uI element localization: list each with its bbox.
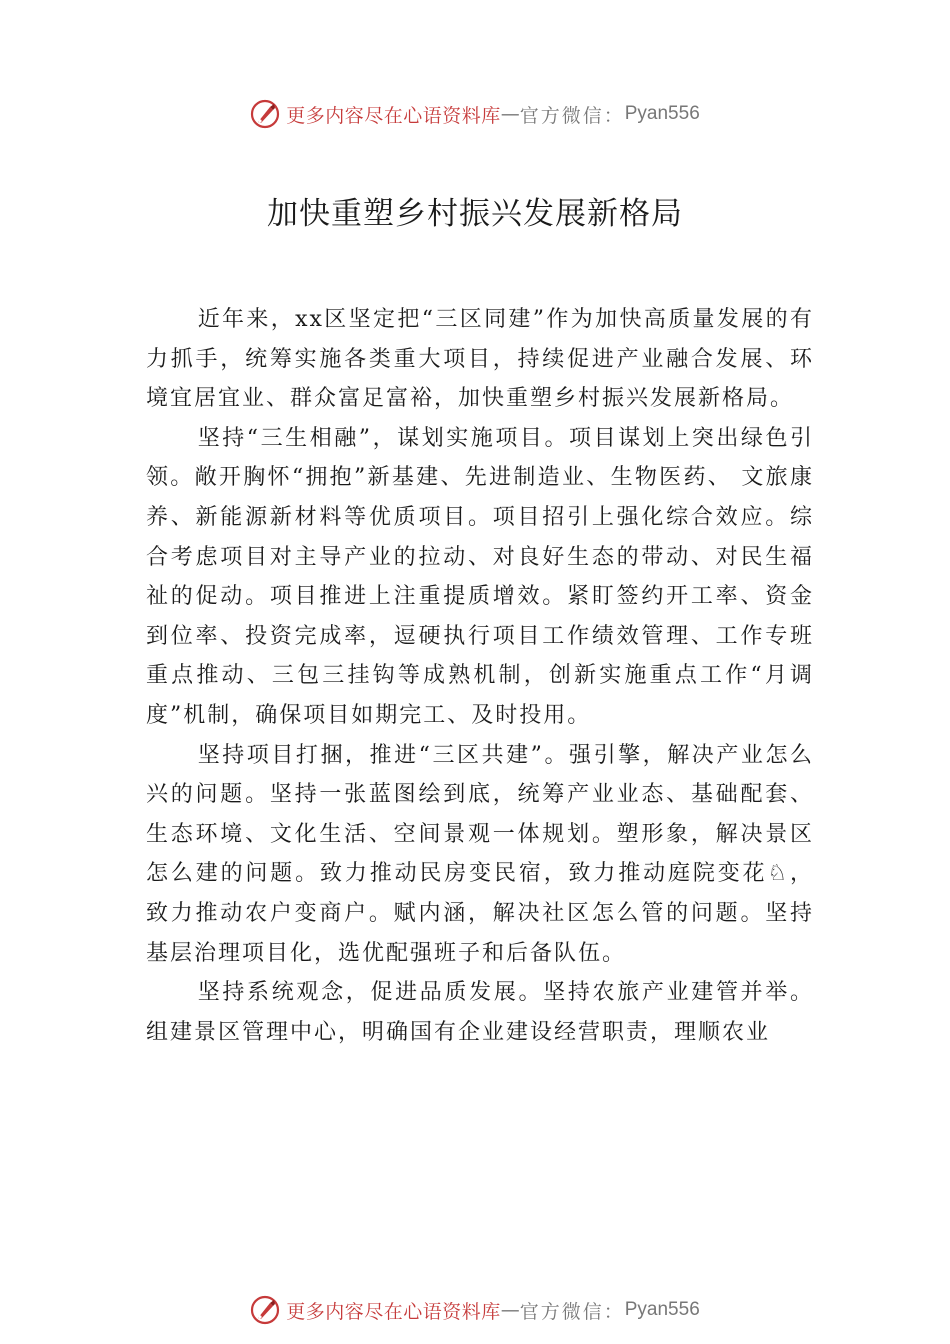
banner-separator: — (500, 1299, 520, 1321)
paragraph-systems-thinking: 坚持系统观念，促进品质发展。坚持农旅产业建管并举。组建景区管理中心，明确国有企业建设经营职责，理顺农业 (146, 980, 814, 1045)
paragraph-three-integration: 坚持“三生相融”，谋划实施项目。项目谋划上突出绿色引领。敞开胸怀“拥抱”新基建、先进制造业、生物医药、 文旅康养、新能源新材料等优质项目。项目招引上强化综合效应。综合考虑项目对主导产业的拉动、对良好生态的带动、对民生福祉的促动。项目推进上注重提质增效。紧盯签约开工率、资金到位率、投资完成率，逗硬执行项目工作绩效管理、工作专班重点推动、三包三挂钩等成熟机制，创新实施重点工作“月调度”机制，确保项目如期完工、及时投用。 (146, 425, 814, 728)
banner-wechat-id: Pyan556 (624, 1299, 700, 1320)
banner-text: 更多内容尽在心语资料库 (286, 1300, 501, 1323)
paragraph-project-bundling: 坚持项目打捆，推进“三区共建”。强引擎，解决产业怎么兴的问题。坚持一张蓝图绘到底，统筹产业业态、基础配套、生态环境、文化生活、空间景观一体规划。塑形象，解决景区怎么建的问题。致力推动民房变民宿，致力推动庭院变花♘，致力推动农户变商户。赋内涵，解决社区怎么管的问题。坚持基层治理项目化，选优配强班子和后备队伍。 (146, 742, 814, 966)
banner-wechat-id: Pyan556 (624, 103, 700, 124)
banner-separator: — (500, 103, 520, 125)
banner-wechat-label: 官方微信： (519, 104, 625, 127)
paragraph-intro: 近年来，xx区坚定把“三区同建”作为加快高质量发展的有力抓手，统筹实施各类重大项目，持续促进产业融合发展、环境宜居宜业、群众富足富裕，加快重塑乡村振兴发展新格局。 (146, 307, 814, 412)
document-body (146, 300, 814, 1052)
quill-pen-logo-icon (250, 1295, 280, 1325)
quill-pen-logo-icon (250, 99, 280, 129)
footer-watermark-banner (0, 1290, 950, 1330)
header-watermark-banner (0, 94, 950, 134)
banner-wechat-label: 官方微信： (519, 1300, 625, 1323)
banner-text: 更多内容尽在心语资料库 (286, 104, 501, 127)
document-title: 加快重塑乡村振兴发展新格局 (267, 196, 683, 232)
